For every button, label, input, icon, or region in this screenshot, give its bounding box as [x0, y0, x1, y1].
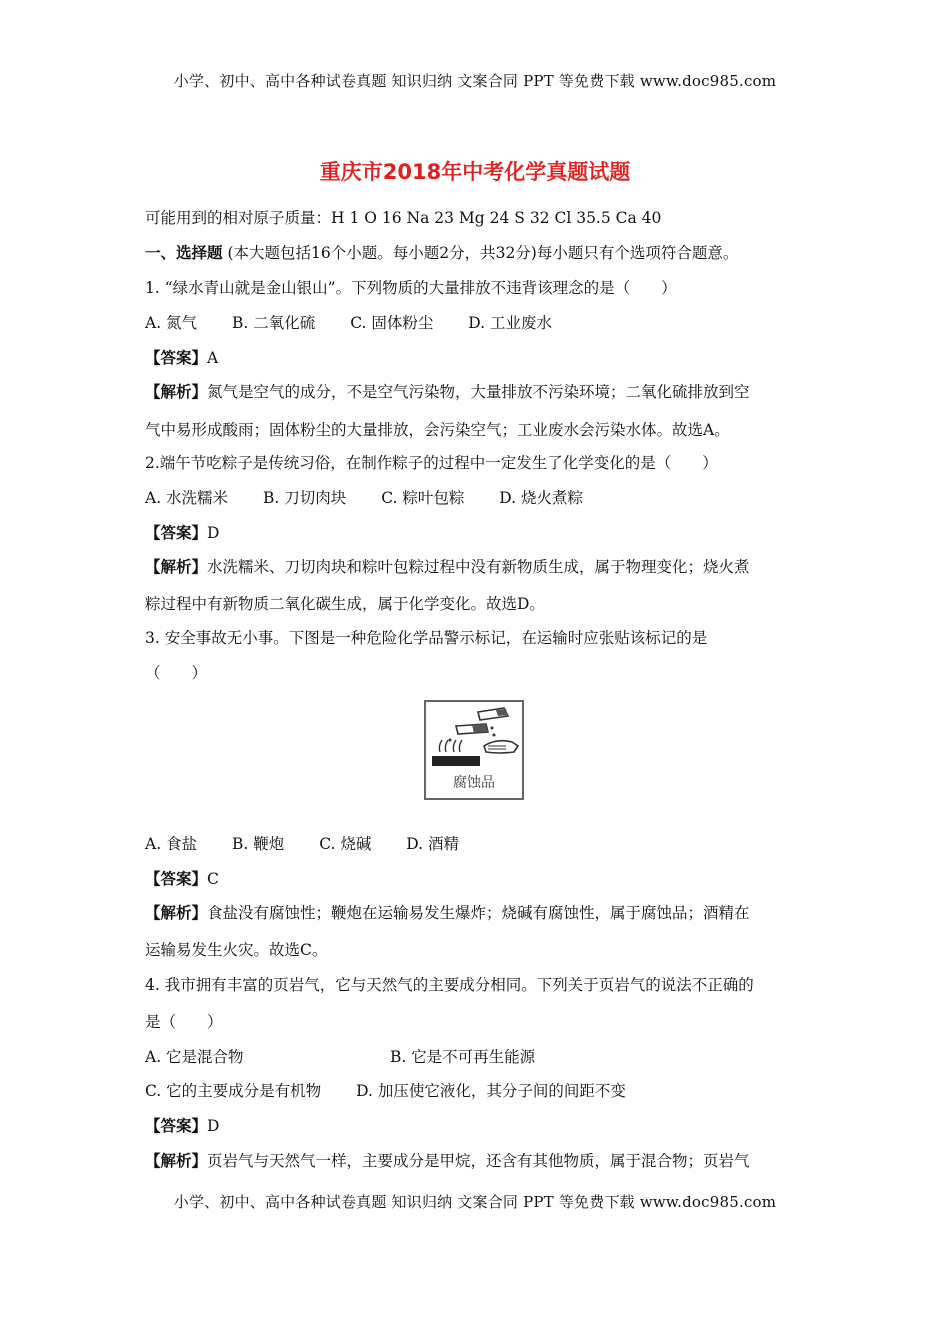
q1-option-c: C. 固体粉尘 [350, 314, 434, 332]
question-3-analysis [145, 903, 750, 923]
question-4-options-row2 [145, 1081, 626, 1101]
section-heading [145, 243, 738, 263]
q2-option-a: A. 水洗糯米 [145, 489, 229, 507]
analysis-text: 页岩气与天然气一样，主要成分是甲烷，还含有其他物质，属于混合物；页岩气 [207, 1152, 750, 1170]
question-3-answer [145, 869, 219, 889]
analysis-tag: 【解析】 [145, 1152, 208, 1170]
analysis-tag: 【解析】 [145, 558, 208, 576]
question-2-analysis-cont: 粽过程中有新物质二氧化碳生成，属于化学变化。故选D。 [145, 595, 545, 613]
question-3-stem: 3. 安全事故无小事。下图是一种危险化学品警示标记，在运输时应张贴该标记的是 [145, 629, 708, 647]
analysis-tag: 【解析】 [145, 383, 208, 401]
question-2-stem: 2.端午节吃粽子是传统习俗，在制作粽子的过程中一定发生了化学变化的是（ ） [145, 454, 718, 472]
q3-option-b: B. 鞭炮 [232, 835, 285, 853]
page-footer: 小学、初中、高中各种试卷真题 知识归纳 文案合同 PPT 等免费下载 www.doc985.com [173, 1193, 777, 1211]
q2-option-b: B. 刀切肉块 [263, 489, 347, 507]
analysis-text: 水洗糯米、刀切肉块和粽叶包粽过程中没有新物质生成，属于物理变化；烧火煮 [207, 558, 750, 576]
atomic-masses: 可能用到的相对原子质量：H 1 O 16 Na 23 Mg 24 S 32 Cl 35.5 Ca 40 [145, 209, 662, 227]
question-2-answer [145, 523, 219, 543]
analysis-text: 氮气是空气的成分，不是空气污染物，大量排放不污染环境；二氧化硫排放到空 [207, 383, 750, 401]
q1-option-a: A. 氮气 [145, 314, 198, 332]
q4-option-b: B. 它是不可再生能源 [389, 1048, 536, 1066]
document-title: 重庆市2018年中考化学真题试题 [319, 160, 631, 184]
figure-label: 腐蚀品 [453, 775, 495, 791]
answer-value: D [207, 1117, 220, 1135]
q3-option-c: C. 烧碱 [319, 835, 372, 853]
question-1-stem: 1. “绿水青山就是金山银山”。下列物质的大量排放不违背该理念的是（ ） [145, 279, 677, 297]
question-1-analysis-cont: 气中易形成酸雨；固体粉尘的大量排放，会污染空气；工业废水会污染水体。故选A。 [145, 421, 730, 439]
answer-value: D [207, 524, 220, 542]
answer-tag: 【答案】 [145, 524, 208, 542]
analysis-tag: 【解析】 [145, 904, 208, 922]
question-2-options [145, 488, 583, 508]
page-header: 小学、初中、高中各种试卷真题 知识归纳 文案合同 PPT 等免费下载 www.doc985.com [173, 72, 777, 90]
corrosive-hazard-sign [424, 700, 524, 800]
answer-tag: 【答案】 [145, 1117, 208, 1135]
question-2-analysis [145, 557, 750, 577]
analysis-text: 食盐没有腐蚀性；鞭炮在运输易发生爆炸；烧碱有腐蚀性，属于腐蚀品；酒精在 [207, 904, 750, 922]
question-4-stem-cont: 是（ ） [145, 1013, 223, 1031]
question-4-answer [145, 1116, 219, 1136]
q3-option-d: D. 酒精 [406, 835, 460, 853]
q2-option-c: C. 粽叶包粽 [381, 489, 465, 507]
corrosive-icon [426, 702, 522, 772]
question-4-options-row1 [145, 1047, 535, 1067]
answer-value: C [207, 870, 219, 888]
q4-option-c: C. 它的主要成分是有机物 [145, 1082, 322, 1100]
q4-option-d: D. 加压使它液化，其分子间的间距不变 [356, 1082, 626, 1100]
answer-tag: 【答案】 [145, 349, 208, 367]
answer-tag: 【答案】 [145, 870, 208, 888]
question-1-answer [145, 348, 218, 368]
question-1-options [145, 313, 552, 333]
section-label: 一、选择题 [145, 244, 223, 262]
question-3-options [145, 834, 459, 854]
q4-option-a: A. 它是混合物 [145, 1048, 244, 1066]
answer-value: A [207, 349, 219, 367]
q2-option-d: D. 烧火煮粽 [499, 489, 584, 507]
question-3-stem-cont: （ ） [145, 664, 208, 682]
q3-option-a: A. 食盐 [145, 835, 198, 853]
q1-option-b: B. 二氧化硫 [232, 314, 316, 332]
question-4-stem: 4. 我市拥有丰富的页岩气，它与天然气的主要成分相同。下列关于页岩气的说法不正确的 [145, 976, 754, 994]
question-1-analysis [145, 382, 750, 402]
question-3-analysis-cont: 运输易发生火灾。故选C。 [145, 941, 328, 959]
question-4-analysis [145, 1151, 750, 1171]
q1-option-d: D. 工业废水 [468, 314, 553, 332]
section-desc: (本大题包括16个小题。每小题2分，共32分)每小题只有个选项符合题意。 [227, 244, 739, 262]
